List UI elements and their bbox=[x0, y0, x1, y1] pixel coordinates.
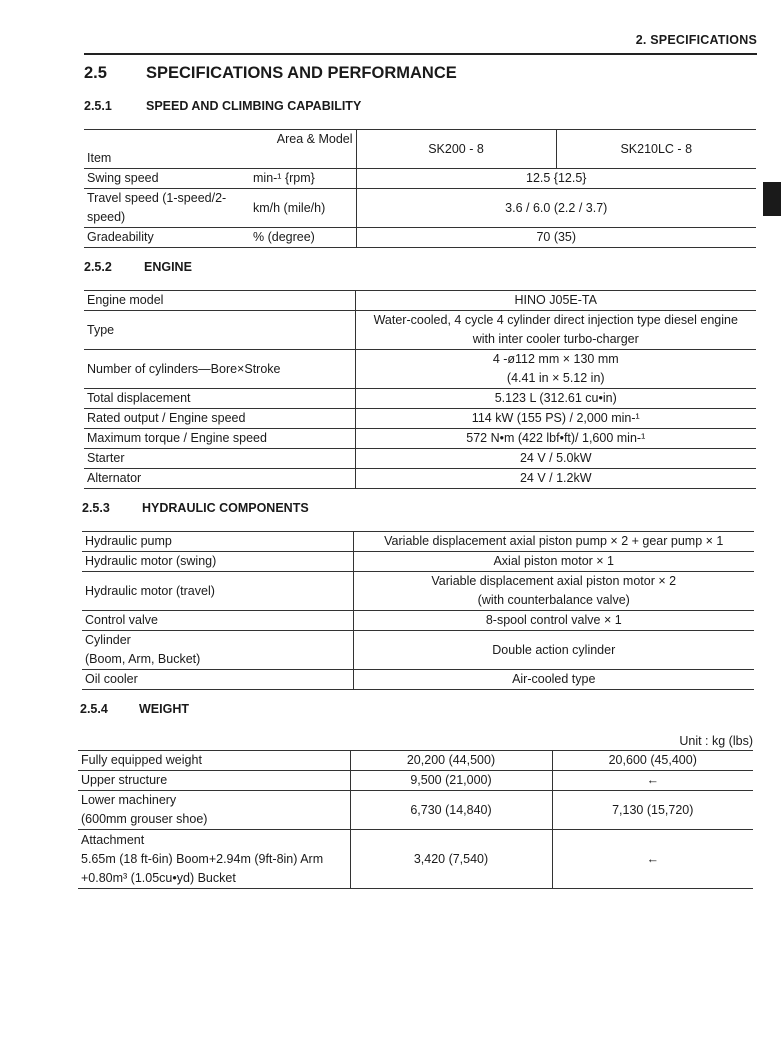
section-heading bbox=[84, 64, 684, 86]
item-header: Item bbox=[87, 151, 112, 165]
row-value: Double action cylinder bbox=[353, 631, 754, 670]
row-label: Maximum torque / Engine speed bbox=[84, 429, 355, 449]
table-row bbox=[78, 751, 753, 771]
table-row bbox=[82, 611, 754, 631]
table-row bbox=[84, 169, 756, 189]
table-row bbox=[84, 189, 756, 228]
chapter-header: 2. SPECIFICATIONS bbox=[635, 33, 757, 47]
row-value-sk210lc: ← bbox=[552, 830, 753, 889]
row-value: Variable displacement axial piston pump × 2 + gear pump × 1 bbox=[353, 532, 754, 552]
row-value: 8-spool control valve × 1 bbox=[353, 611, 754, 631]
table-row bbox=[82, 631, 754, 670]
hydraulic-title: HYDRAULIC COMPONENTS bbox=[142, 501, 309, 515]
weight-number: 2.5.4 bbox=[80, 702, 108, 716]
row-value-sk200: 3,420 (7,540) bbox=[350, 830, 552, 889]
table-row bbox=[84, 409, 756, 429]
engine-heading bbox=[84, 260, 484, 278]
row-value-line: (4.41 in × 5.12 in) bbox=[506, 371, 605, 385]
row-value: 5.123 L (312.61 cu•in) bbox=[355, 389, 756, 409]
row-value: 114 kW (155 PS) / 2,000 min-¹ bbox=[355, 409, 756, 429]
row-label: Fully equipped weight bbox=[78, 751, 350, 771]
row-label-line: Attachment bbox=[81, 832, 145, 847]
row-label: Starter bbox=[84, 449, 355, 469]
row-label-line: (600mm grouser shoe) bbox=[81, 812, 208, 826]
row-value: 24 V / 1.2kW bbox=[355, 469, 756, 489]
table-row bbox=[84, 449, 756, 469]
table-row bbox=[78, 771, 753, 791]
section-number: 2.5 bbox=[84, 64, 107, 82]
row-value: Axial piston motor × 1 bbox=[353, 552, 754, 572]
row-value: 572 N•m (422 lbf•ft)/ 1,600 min-¹ bbox=[355, 429, 756, 449]
row-value bbox=[353, 572, 754, 611]
table-row bbox=[82, 572, 754, 611]
chapter-tab-marker bbox=[763, 182, 781, 216]
row-label: Engine model bbox=[84, 291, 355, 311]
row-value bbox=[355, 350, 756, 389]
table-row bbox=[84, 311, 756, 350]
engine-table bbox=[84, 290, 756, 489]
row-value: 70 (35) bbox=[356, 228, 756, 248]
row-unit: km/h (mile/h) bbox=[250, 189, 356, 228]
table-row bbox=[84, 389, 756, 409]
row-label: Oil cooler bbox=[82, 670, 353, 690]
row-label bbox=[82, 631, 353, 670]
table-row bbox=[78, 830, 753, 889]
row-value-line: (with counterbalance valve) bbox=[477, 593, 630, 607]
row-unit: min-¹ {rpm} bbox=[250, 169, 356, 189]
row-label: Hydraulic pump bbox=[82, 532, 353, 552]
row-value-sk200: 6,730 (14,840) bbox=[350, 791, 552, 830]
speed-heading bbox=[84, 99, 584, 117]
row-label-line: (Boom, Arm, Bucket) bbox=[85, 652, 201, 666]
weight-table bbox=[78, 750, 753, 889]
row-label: Hydraulic motor (swing) bbox=[82, 552, 353, 572]
engine-title: ENGINE bbox=[144, 260, 192, 274]
area-model-header: Area & Model bbox=[84, 130, 356, 150]
model-sk200: SK200 - 8 bbox=[356, 130, 556, 169]
row-value: HINO J05E-TA bbox=[355, 291, 756, 311]
table-row bbox=[84, 350, 756, 389]
row-label: Rated output / Engine speed bbox=[84, 409, 355, 429]
table-row bbox=[82, 670, 754, 690]
table-row bbox=[82, 532, 754, 552]
speed-table bbox=[84, 129, 756, 248]
row-value-sk210lc: 20,600 (45,400) bbox=[552, 751, 753, 771]
section-title: SPECIFICATIONS AND PERFORMANCE bbox=[146, 64, 457, 82]
model-sk210lc: SK210LC - 8 bbox=[556, 130, 756, 169]
row-value-sk210lc: ← bbox=[552, 771, 753, 791]
row-label: Swing speed bbox=[84, 169, 250, 189]
row-label-line: +0.80m³ (1.05cu•yd) Bucket bbox=[81, 870, 236, 885]
hydraulic-number: 2.5.3 bbox=[82, 501, 110, 515]
row-unit: % (degree) bbox=[250, 228, 356, 248]
weight-unit-note: Unit : kg (lbs) bbox=[679, 734, 753, 748]
row-label: Number of cylinders—Bore×Stroke bbox=[84, 350, 355, 389]
hydraulic-heading bbox=[82, 501, 482, 519]
table-row bbox=[84, 469, 756, 489]
speed-number: 2.5.1 bbox=[84, 99, 112, 113]
row-label: Alternator bbox=[84, 469, 355, 489]
row-label-line: Cylinder bbox=[85, 633, 131, 647]
header-rule bbox=[84, 53, 757, 55]
row-label-line: Lower machinery bbox=[81, 793, 177, 807]
row-label bbox=[78, 791, 350, 830]
row-value: 24 V / 5.0kW bbox=[355, 449, 756, 469]
row-value-line: with inter cooler turbo-charger bbox=[472, 332, 639, 346]
row-label: Gradeability bbox=[84, 228, 250, 248]
row-value-line: Variable displacement axial piston motor × 2 bbox=[431, 574, 677, 588]
row-label bbox=[78, 830, 350, 889]
table-row bbox=[84, 291, 756, 311]
row-label: Travel speed (1-speed/2-speed) bbox=[84, 189, 250, 228]
engine-number: 2.5.2 bbox=[84, 260, 112, 274]
row-value-line: Water-cooled, 4 cycle 4 cylinder direct injection type diesel engine bbox=[373, 313, 738, 327]
row-label: Upper structure bbox=[78, 771, 350, 791]
row-value-sk200: 9,500 (21,000) bbox=[350, 771, 552, 791]
row-label: Control valve bbox=[82, 611, 353, 631]
table-row bbox=[84, 228, 756, 248]
row-value-line: 4 -ø112 mm × 130 mm bbox=[492, 352, 619, 366]
weight-title: WEIGHT bbox=[139, 702, 189, 716]
row-value: 3.6 / 6.0 (2.2 / 3.7) bbox=[356, 189, 756, 228]
row-value-sk200: 20,200 (44,500) bbox=[350, 751, 552, 771]
table-row bbox=[78, 791, 753, 830]
row-value-sk210lc: 7,130 (15,720) bbox=[552, 791, 753, 830]
row-label: Total displacement bbox=[84, 389, 355, 409]
weight-heading bbox=[80, 702, 480, 720]
row-label: Type bbox=[84, 311, 355, 350]
row-value: 12.5 {12.5} bbox=[356, 169, 756, 189]
hydraulic-table bbox=[82, 531, 754, 690]
row-label: Hydraulic motor (travel) bbox=[82, 572, 353, 611]
table-row bbox=[84, 429, 756, 449]
row-value bbox=[355, 311, 756, 350]
speed-title: SPEED AND CLIMBING CAPABILITY bbox=[146, 99, 362, 113]
row-label-line: 5.65m (18 ft-6in) Boom+2.94m (9ft-8in) Arm bbox=[81, 851, 324, 866]
row-value: Air-cooled type bbox=[353, 670, 754, 690]
table-row bbox=[82, 552, 754, 572]
